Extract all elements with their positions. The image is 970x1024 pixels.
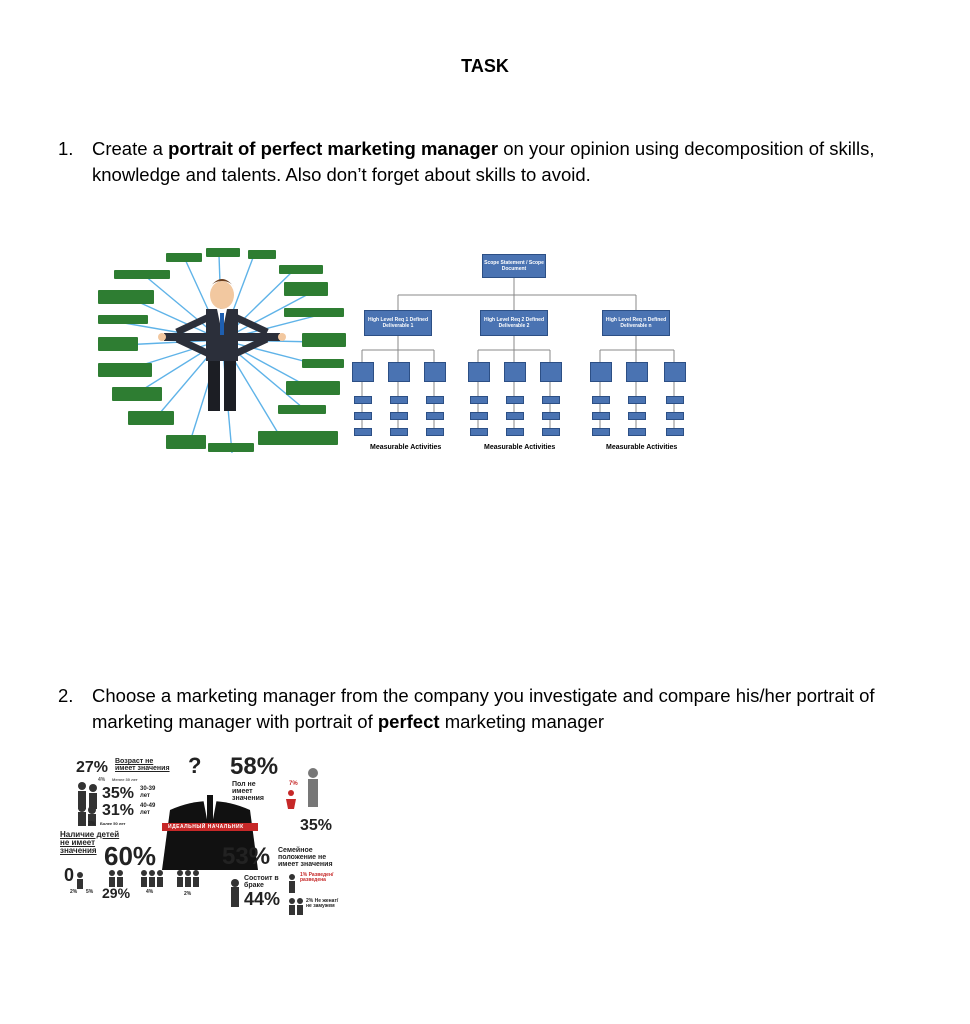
wbs-connectors [358,250,698,465]
task-1 [58,136,898,188]
task-1-bold: portrait of perfect marketing manager [168,138,499,159]
businessman-icon [158,279,286,411]
task-2 [58,683,898,735]
gender-icons [286,768,318,809]
wbs-caption-2: Measurable Activities [484,444,556,451]
wbs-caption-1: Measurable Activities [370,444,442,451]
wbs-level-1-box: High Level Req 1 Defined Deliverable 1 [364,310,432,336]
wbs-root-box: Scope Statement / Scope Document [482,254,546,278]
wbs-caption-3: Measurable Activities [606,444,678,451]
skills-mindmap-image [94,245,356,465]
wbs-diagram [358,250,698,465]
task-2-text: Choose a marketing manager from the company you investigate and compare his/her portrait of marketing manager with portrait of perfect marketing manager [92,685,875,732]
task-2-number: 2. [58,685,74,706]
wbs-level-n-box: High Level Req n Defined Deliverable n [602,310,670,336]
page-title: TASK [461,56,509,76]
ideal-boss-infographic: 27% Возраст не имеет значения ? 58% Пол не имеет значения 7% 4% Менее 30 лет 35% 30-39 лет 31% 40-49 лет 3% Более 50 лет 35% Наличие детей не имеет значения 60% ИДЕАЛЬНЫЙ НАЧАЛЬНИК 53% Семейное положение не имеет значения 0 2% 5% 29% 4% 2% Состоит в браке 44% 1% Разведен/ разведена 2% Не женат/ не замужем [60,755,360,920]
task-2-bold: perfect [377,711,440,732]
task-1-text: Create a portrait of perfect marketing manager on your opinion using decomposition of skills, knowledge and talents. Also don’t forget about skills to avoid. [92,138,875,185]
wbs-level-2-box: High Level Req 2 Defined Deliverable 2 [480,310,548,336]
task-1-number: 1. [58,138,74,159]
